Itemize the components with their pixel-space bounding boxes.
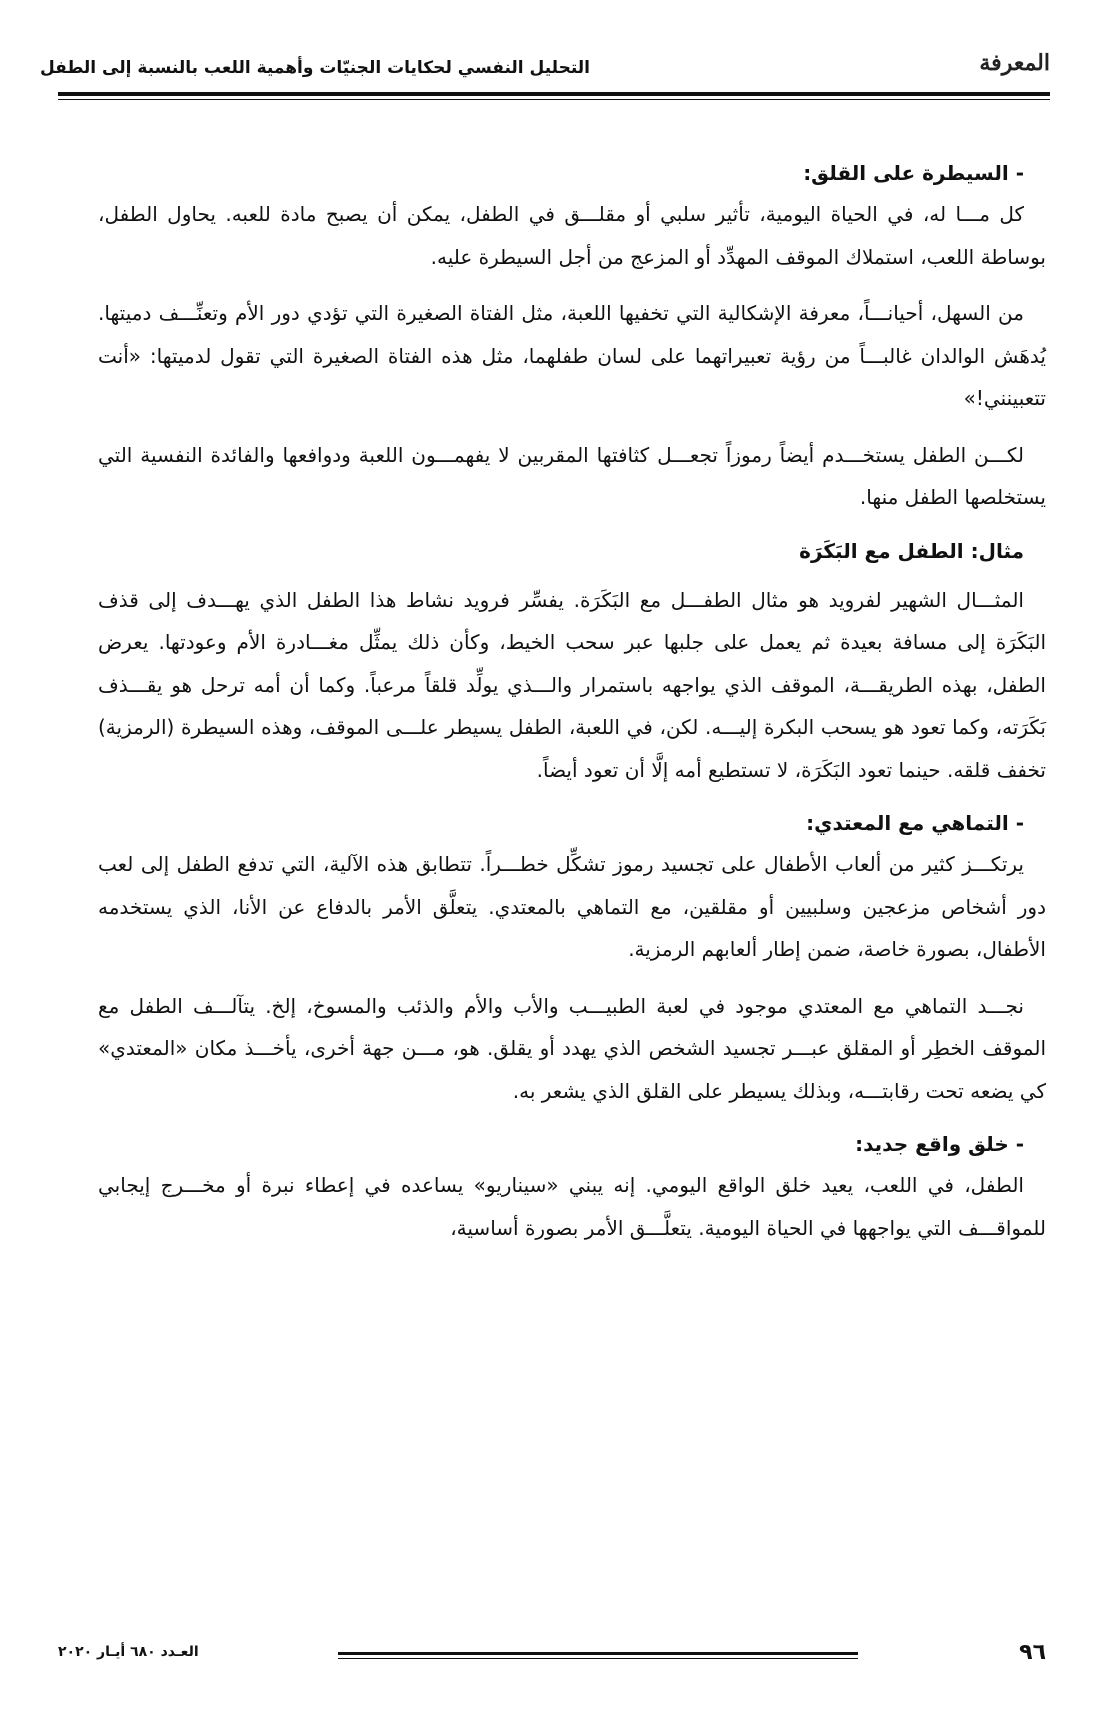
paragraph: لكـــن الطفل يستخـــدم أيضاً رموزاً تجعـــل كثافتها المقربين لا يفهمـــون اللعبة ودوافعها والفائدة النفسية التي يستخلصها الطفل منها.	[98, 442, 1046, 509]
issue-info: العـدد ٦٨٠ أيـار ٢٠٢٠	[58, 1644, 199, 1660]
page-number: ٩٦	[1019, 1640, 1046, 1665]
paragraph: نجـــد التماهي مع المعتدي موجود في لعبة الطبيـــب والأب والأم والذئب والمسوخ، إلخ. يتآلـــف الطفل مع الموقف الخطِر أو المقلق عبـــر تجسيد الشخص الذي يهدد أو يقلق. هو، مـــن جهة أخرى، يأخـــذ مكان «المعتدي» كي يضعه تحت رقابتـــه، وبذلك يسيطر على القلق الذي يشعر به.	[98, 993, 1046, 1103]
header-rule	[58, 92, 1050, 102]
paragraph: يرتكـــز كثير من ألعاب الأطفال على تجسيد رموز تشكِّل خطـــراً. تتطابق هذه الآلية، التي تدفع الطفل إلى لعب دور أشخاص مزعجين وسلبيين أو مقلقين، مع التماهي بالمعتدي. يتعلَّق الأمر بالدفاع عن الأنا، الذي يستخدمه الأطفال، بصورة خاصة، ضمن إطار ألعابهم الرمزية.	[98, 852, 1046, 961]
article-body	[98, 155, 1046, 1263]
header-rule-thin	[58, 99, 1050, 100]
magazine-logo: المعرفة	[979, 50, 1050, 76]
page-header	[39, 44, 1050, 94]
paragraph: الطفل، في اللعب، يعيد خلق الواقع اليومي. إنه يبني «سيناريو» يساعده في إعطاء نبرة أو مخـــرج إيجابي للمواقـــف التي يواجهها في الحياة اليومية. يتعلَّـــق الأمر بصورة أساسية،	[98, 1173, 1046, 1240]
section-heading-spool-example: مثال: الطفل مع البَكَرَة	[799, 538, 1024, 563]
paragraph: المثـــال الشهير لفرويد هو مثال الطفـــل مع البَكَرَة. يفسِّر فرويد نشاط هذا الطفل الذي يهـــدف إلى قذف البَكَرَة إلى مسافة بعيدة ثم يعمل على جلبها عبر سحب الخيط، وكأن ذلك يمثِّل مغـــادرة الأم وعودتها. يعرض الطفل، بهذه الطريقـــة، الموقف الذي يواجهه باستمرار والـــذي يولِّد قلقاً مرعباً. وكما أن أمه ترحل هو يقـــذف بَكَرَته، وكما تعود هو يسحب البكرة إليـــه. لكن، في اللعبة، الطفل يسيطر علـــى الموقف، وهذه السيطرة (الرمزية) تخفف قلقه. حينما تعود البَكَرَة، لا تستطيع أمه إلَّا أن تعود أيضاً.	[98, 587, 1046, 782]
running-title: التحليل النفسي لحكايات الجنيّات وأهمية اللعب بالنسبة إلى الطفل	[39, 58, 590, 78]
section-heading-identification-aggressor: - التماهي مع المعتدي:	[806, 811, 1024, 835]
header-rule-thick	[58, 92, 1050, 96]
paragraph: من السهل، أحيانـــاً، معرفة الإشكالية التي تخفيها اللعبة، مثل الفتاة الصغيرة التي تؤدي دور الأم وتعنِّـــف دميتها. يُدهَش الوالدان غالبـــاً من رؤية تعبيراتهما على لسان طفلهما، مثل هذه الفتاة الصغيرة التي تقول لدميتها: «أنت تتعبينني!»	[98, 301, 1046, 410]
page-footer	[58, 1640, 1050, 1680]
section-heading-new-reality: - خلق واقع جديد:	[855, 1132, 1024, 1156]
footer-rule	[338, 1652, 858, 1659]
section-heading-anxiety-control: - السيطرة على القلق:	[803, 161, 1024, 185]
paragraph: كل مـــا له، في الحياة اليومية، تأثير سلبي أو مقلـــق في الطفل، يمكن أن يصبح مادة للعبه. يحاول الطفل، بوساطة اللعب، استملاك الموقف المهدِّد أو المزعج من أجل السيطرة عليه.	[98, 202, 1046, 269]
